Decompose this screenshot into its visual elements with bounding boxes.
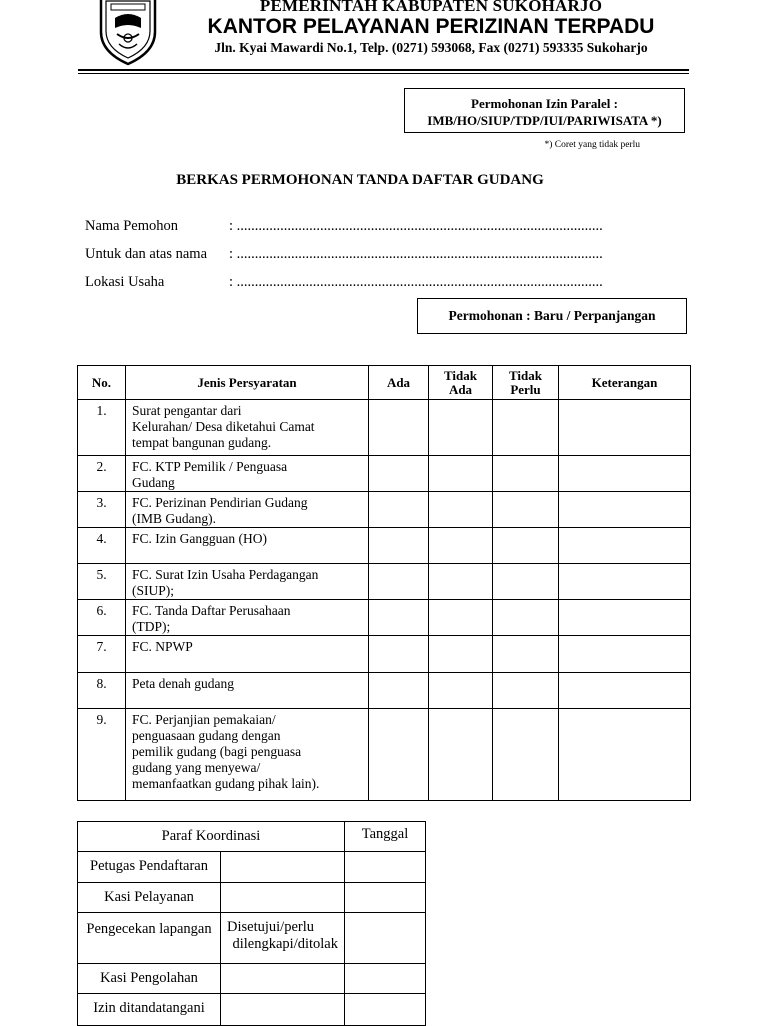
- check-tidak-ada-cell[interactable]: [429, 492, 493, 528]
- check-ada-cell[interactable]: [369, 564, 429, 600]
- paraf-approval-note-line2: dilengkapi/ditolak: [232, 936, 338, 952]
- requirement-number: 8.: [78, 673, 126, 709]
- requirement-description: [126, 456, 369, 492]
- check-ada-cell[interactable]: [369, 709, 429, 801]
- paraf-tanggal-header: Tanggal: [345, 822, 426, 852]
- requirement-description-line: tempat bangunan gudang.: [132, 435, 272, 450]
- header-jenis: Jenis Persyaratan: [126, 366, 369, 400]
- header-divider-thin: [78, 73, 689, 74]
- requirement-row: [78, 456, 691, 492]
- requirement-row: [78, 709, 691, 801]
- keterangan-cell[interactable]: [559, 492, 691, 528]
- requirement-description-line: FC. Surat Izin Usaha Perdagangan: [132, 567, 319, 582]
- requirement-number: 3.: [78, 492, 126, 528]
- requirement-row: [78, 400, 691, 456]
- check-ada-cell[interactable]: [369, 636, 429, 673]
- header-address: Jln. Kyai Mawardi No.1, Telp. (0271) 593068, Fax (0271) 593335 Sukoharjo: [214, 40, 648, 55]
- paraf-label: Pengecekan lapangan: [78, 913, 221, 964]
- requirement-description-line: FC. Izin Gangguan (HO): [132, 531, 267, 546]
- header-tidak-ada-line2: Ada: [448, 381, 473, 397]
- requirement-description: [126, 709, 369, 801]
- check-tidak-perlu-cell[interactable]: [493, 564, 559, 600]
- requirement-description: [126, 400, 369, 456]
- requirement-description: [126, 492, 369, 528]
- field-lokasi-usaha[interactable]: : .....................................................................................................: [229, 274, 603, 290]
- paraf-row: [78, 913, 426, 964]
- requirement-description-line: (IMB Gudang).: [132, 511, 216, 526]
- check-tidak-ada-cell[interactable]: [429, 400, 493, 456]
- check-tidak-ada-cell[interactable]: [429, 456, 493, 492]
- paraf-row: [78, 964, 426, 994]
- document-title: BERKAS PERMOHONAN TANDA DAFTAR GUDANG: [176, 172, 544, 188]
- check-tidak-perlu-cell[interactable]: [493, 636, 559, 673]
- check-ada-cell[interactable]: [369, 456, 429, 492]
- check-tidak-ada-cell[interactable]: [429, 600, 493, 636]
- keterangan-cell[interactable]: [559, 673, 691, 709]
- requirement-description-line: FC. KTP Pemilik / Penguasa: [132, 459, 288, 474]
- paraf-date-cell[interactable]: [345, 964, 426, 994]
- parallel-permit-title: Permohonan Izin Paralel :: [471, 96, 618, 111]
- requirement-description-line: Surat pengantar dari: [132, 403, 242, 418]
- keterangan-cell[interactable]: [559, 636, 691, 673]
- paraf-row: [78, 883, 426, 913]
- paraf-label: Izin ditandatangani: [78, 994, 221, 1026]
- header-no: No.: [78, 366, 126, 400]
- requirement-number: 2.: [78, 456, 126, 492]
- keterangan-cell[interactable]: [559, 600, 691, 636]
- paraf-label: Kasi Pelayanan: [78, 883, 221, 913]
- requirement-row: [78, 636, 691, 673]
- check-ada-cell[interactable]: [369, 673, 429, 709]
- requirement-row: [78, 564, 691, 600]
- requirement-number: 5.: [78, 564, 126, 600]
- paraf-date-cell[interactable]: [345, 852, 426, 883]
- header-tidak-perlu: [493, 366, 559, 400]
- requirement-description-line: Peta denah gudang: [132, 676, 234, 691]
- paraf-header: Paraf Koordinasi: [78, 822, 345, 852]
- paraf-date-cell[interactable]: [345, 994, 426, 1026]
- parallel-permit-types: IMB/HO/SIUP/TDP/IUI/PARIWISATA *): [427, 113, 662, 128]
- header-tidak-perlu-line1: Tidak: [508, 367, 542, 383]
- strike-note: *) Coret yang tidak perlu: [544, 140, 640, 150]
- requirement-description-line: gudang yang menyewa/: [132, 760, 261, 775]
- header-tidak-ada-line1: Tidak: [443, 367, 477, 383]
- requirement-number: 9.: [78, 709, 126, 801]
- header-ada: Ada: [369, 366, 429, 400]
- requirement-row: [78, 492, 691, 528]
- parallel-permit-box: [404, 88, 685, 133]
- paraf-row: [78, 852, 426, 883]
- paraf-approval-note-line1: Disetujui/perlu: [227, 919, 314, 935]
- requirement-description: [126, 564, 369, 600]
- paraf-approval-note: [221, 913, 345, 964]
- regency-emblem-icon: [97, 0, 159, 66]
- requirement-description-line: (SIUP);: [132, 583, 175, 598]
- check-ada-cell[interactable]: [369, 400, 429, 456]
- check-tidak-ada-cell[interactable]: [429, 564, 493, 600]
- field-label-atas-nama: Untuk dan atas nama: [85, 246, 208, 262]
- check-tidak-ada-cell[interactable]: [429, 709, 493, 801]
- requirement-description-line: FC. Tanda Daftar Perusahaan: [132, 603, 291, 618]
- paraf-row: [78, 994, 426, 1026]
- check-tidak-perlu-cell[interactable]: [493, 456, 559, 492]
- paraf-date-cell[interactable]: [345, 913, 426, 964]
- paraf-sign-cell[interactable]: [221, 852, 345, 883]
- check-ada-cell[interactable]: [369, 600, 429, 636]
- check-ada-cell[interactable]: [369, 492, 429, 528]
- header-tidak-perlu-line2: Perlu: [510, 381, 541, 397]
- requirement-description-line: Kelurahan/ Desa diketahui Camat: [132, 419, 315, 434]
- check-tidak-ada-cell[interactable]: [429, 673, 493, 709]
- requirement-description: [126, 600, 369, 636]
- paraf-date-cell[interactable]: [345, 883, 426, 913]
- paraf-label: Petugas Pendaftaran: [78, 852, 221, 883]
- paraf-sign-cell[interactable]: [221, 964, 345, 994]
- requirement-row: [78, 600, 691, 636]
- requirements-table: [77, 365, 691, 801]
- requirement-number: 6.: [78, 600, 126, 636]
- field-nama-pemohon[interactable]: : .....................................................................................................: [229, 218, 603, 234]
- requirement-description-line: FC. Perjanjian pemakaian/: [132, 712, 276, 727]
- field-label-lokasi-usaha: Lokasi Usaha: [85, 274, 165, 290]
- paraf-sign-cell[interactable]: [221, 883, 345, 913]
- requirement-row: [78, 673, 691, 709]
- requirement-number: 1.: [78, 400, 126, 456]
- paraf-koordinasi-table: [77, 821, 426, 1026]
- requirement-description-line: memanfaatkan gudang pihak lain).: [132, 776, 320, 791]
- header-divider-thick: [78, 69, 689, 71]
- requirement-description-line: penguasaan gudang dengan: [132, 728, 281, 743]
- keterangan-cell[interactable]: [559, 709, 691, 801]
- keterangan-cell[interactable]: [559, 456, 691, 492]
- header-office-name: KANTOR PELAYANAN PERIZINAN TERPADU: [207, 15, 655, 38]
- requirement-description-line: pemilik gudang (bagi penguasa: [132, 744, 302, 759]
- requirement-number: 7.: [78, 636, 126, 673]
- check-tidak-perlu-cell[interactable]: [493, 600, 559, 636]
- paraf-sign-cell[interactable]: [221, 994, 345, 1026]
- requirement-description: [126, 673, 369, 709]
- requirements-header-row: [78, 366, 691, 400]
- requirement-description-line: FC. Perizinan Pendirian Gudang: [132, 495, 308, 510]
- check-tidak-ada-cell[interactable]: [429, 636, 493, 673]
- requirement-description: [126, 636, 369, 673]
- header-keterangan: Keterangan: [559, 366, 691, 400]
- requirement-row: [78, 528, 691, 564]
- check-tidak-perlu-cell[interactable]: [493, 492, 559, 528]
- requirement-description-line: FC. NPWP: [132, 639, 193, 654]
- keterangan-cell[interactable]: [559, 400, 691, 456]
- check-ada-cell[interactable]: [369, 528, 429, 564]
- check-tidak-perlu-cell[interactable]: [493, 400, 559, 456]
- requirement-description-line: Gudang: [132, 475, 175, 490]
- check-tidak-ada-cell[interactable]: [429, 528, 493, 564]
- header-government-name: PEMERINTAH KABUPATEN SUKOHARJO: [259, 0, 603, 15]
- paraf-label: Kasi Pengolahan: [78, 964, 221, 994]
- field-atas-nama[interactable]: : .....................................................................................................: [229, 246, 603, 262]
- check-tidak-perlu-cell[interactable]: [493, 673, 559, 709]
- header-tidak-ada: [429, 366, 493, 400]
- field-label-nama-pemohon: Nama Pemohon: [85, 218, 179, 234]
- check-tidak-perlu-cell[interactable]: [493, 528, 559, 564]
- keterangan-cell[interactable]: [559, 528, 691, 564]
- requirement-description: [126, 528, 369, 564]
- requirement-description-line: (TDP);: [132, 619, 171, 634]
- requirement-number: 4.: [78, 528, 126, 564]
- permohonan-type-box[interactable]: Permohonan : Baru / Perpanjangan: [417, 298, 687, 334]
- keterangan-cell[interactable]: [559, 564, 691, 600]
- check-tidak-perlu-cell[interactable]: [493, 709, 559, 801]
- paraf-header-row: [78, 822, 426, 852]
